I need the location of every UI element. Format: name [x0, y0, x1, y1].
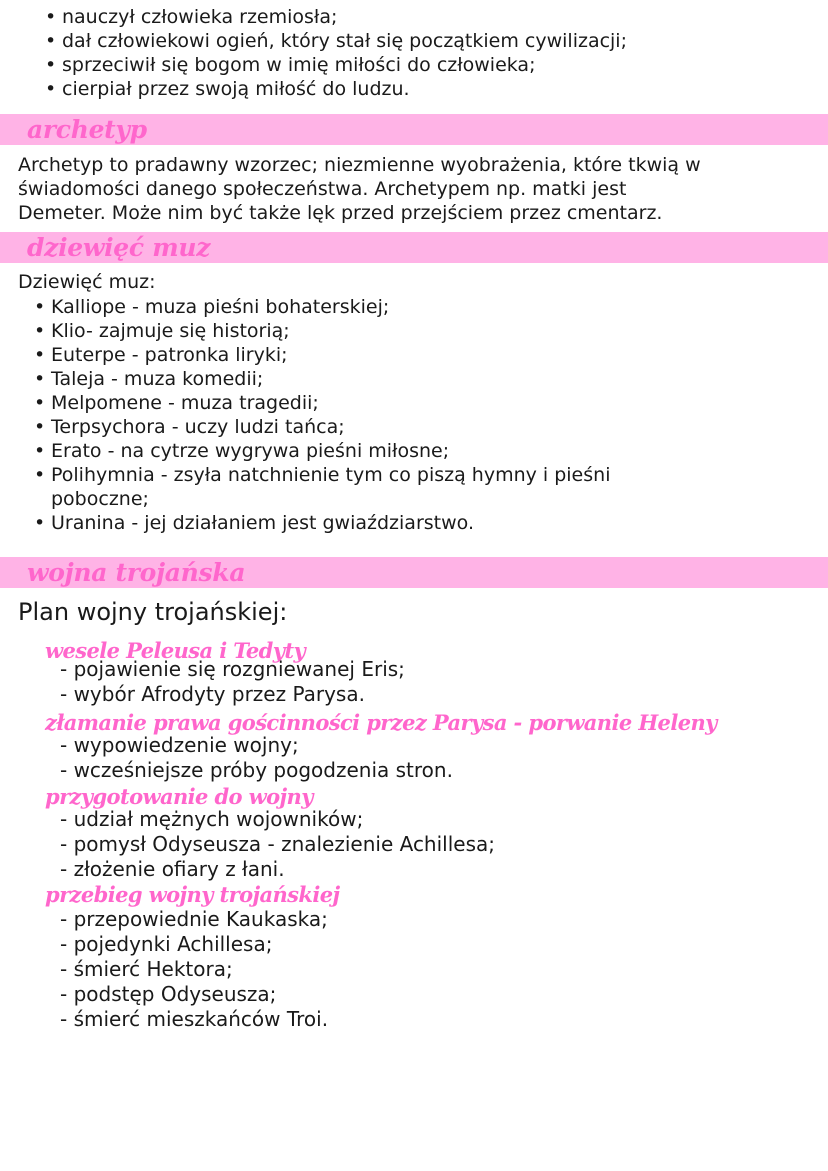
paragraph-line: świadomości danego społeczeństwa. Archetypem np. matki jest [18, 178, 627, 200]
list-item: • dał człowiekowi ogień, który stał się początkiem cywilizacji; [62, 30, 627, 53]
list-item: • Melpomene - muza tragedii; [51, 392, 319, 415]
list-item: • sprzeciwił się bogom w imię miłości do człowieka; [62, 54, 535, 77]
plan-item: - wybór Afrodyty przez Parysa. [60, 682, 365, 706]
list-item: • Euterpe - patronka liryki; [51, 344, 288, 367]
plan-subheading: złamanie prawa gościnności przez Parysa - porwanie Heleny [45, 710, 717, 735]
plan-item: - wcześniejsze próby pogodzenia stron. [60, 758, 453, 782]
section-band-wojna [0, 557, 828, 588]
plan-item: - pojedynki Achillesa; [60, 932, 273, 956]
plan-item: - podstęp Odyseusza; [60, 982, 277, 1006]
plan-subheading: przygotowanie do wojny [45, 784, 313, 809]
plan-subheading: przebieg wojny trojańskiej [45, 882, 340, 907]
list-item: • Klio- zajmuje się historią; [51, 320, 290, 343]
section-band-muzy [0, 232, 828, 263]
plan-item: - przepowiednie Kaukaska; [60, 907, 328, 931]
plan-item: - śmierć mieszkańców Troi. [60, 1007, 329, 1031]
plan-item: - pojawienie się rozgniewanej Eris; [60, 657, 405, 681]
plan-item: - wypowiedzenie wojny; [60, 733, 299, 757]
list-item: • Uranina - jej działaniem jest gwiaździarstwo. [51, 512, 474, 535]
list-item: • Erato - na cytrze wygrywa pieśni miłosne; [51, 440, 449, 463]
list-item: • Taleja - muza komedii; [51, 368, 263, 391]
section-band-archetyp [0, 114, 828, 145]
plan-heading: Plan wojny trojańskiej: [18, 598, 288, 626]
plan-item: - udział mężnych wojowników; [60, 807, 364, 831]
list-item: • Polihymnia - zsyła natchnienie tym co piszą hymny i pieśni [51, 464, 610, 487]
list-item: • Kalliope - muza pieśni bohaterskiej; [51, 296, 389, 319]
list-item-continuation: poboczne; [51, 488, 149, 510]
list-item: • nauczył człowieka rzemiosła; [62, 6, 337, 29]
section-title: archetyp [27, 115, 147, 144]
plan-item: - pomysł Odyseusza - znalezienie Achillesa; [60, 832, 495, 856]
plan-item: - złożenie ofiary z łani. [60, 857, 285, 881]
list-item: • cierpiał przez swoją miłość do ludzu. [62, 78, 410, 101]
paragraph-line: Archetyp to pradawny wzorzec; niezmienne wyobrażenia, które tkwią w [18, 154, 701, 176]
section-title: wojna trojańska [27, 558, 246, 587]
section-title: dziewięć muz [27, 233, 211, 262]
muzy-intro: Dziewięć muz: [18, 271, 156, 293]
plan-subheading: wesele Peleusa i Tedyty [45, 638, 306, 663]
paragraph-line: Demeter. Może nim być także lęk przed przejściem przez cmentarz. [18, 202, 663, 224]
list-item: • Terpsychora - uczy ludzi tańca; [51, 416, 345, 439]
plan-item: - śmierć Hektora; [60, 957, 233, 981]
